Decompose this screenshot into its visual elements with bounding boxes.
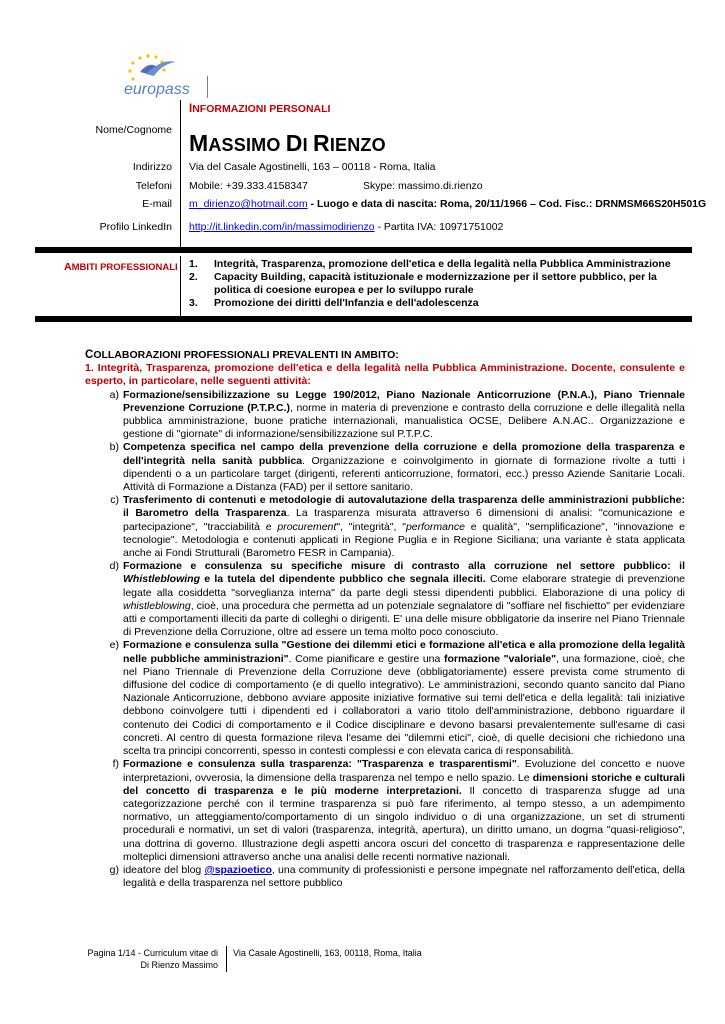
section-title-ambiti: AMBITI PROFESSIONALI — [64, 261, 178, 273]
item-text-part: Formazione e consulenza sulla trasparenza: "Trasparenza e trasparentismi" — [123, 758, 517, 771]
collaboration-item — [85, 864, 685, 890]
item-text — [123, 494, 685, 560]
footer-address: Via Casale Agostinelli, 163, 00118, Roma, Italia — [233, 948, 422, 958]
item-letter: e) — [109, 639, 119, 652]
item-text-part: Come elaborare strategie di prevenzione legate alla cosiddetta "sorveglianza interna" da parte degli stessi dipendenti pubblici. Elaborazione di una policy di — [123, 573, 686, 599]
item-text — [123, 639, 685, 758]
collaborations-subtitle: 1. Integrità, Trasparenza, promozione dell'etica e della legalità nella Pubblica Amministrazione. Docente, consulente e esperto, in particolare, nelle seguenti attività: — [85, 362, 685, 388]
email-link[interactable]: m_dirienzo@hotmail.com — [189, 198, 308, 210]
linkedin-link[interactable]: http://it.linkedin.com/in/massimodirienzo — [189, 221, 375, 233]
linkedin-row — [189, 221, 503, 233]
footer-page-line: Pagina 1/14 - Curriculum vitae di — [87, 948, 218, 958]
item-text-part: Il concetto di trasparenza sfugge ad una categorizzazione perché con il termine trasparenza si può fare riferimento, al tempo stesso, a un adempimento normativo, un atteggiamento/comportamento di un singolo individuo o di una organizzazione, un set di strumenti procedurali e normativi, un set di valori (trasparenza, integrità, apertura), un diritto umano, un dogma "quasi-religioso", una dottrina di governo. Illustrazione degli aspetti ancora oscuri del concetto di trasparenza e rappresentazione delle molteplici dimensioni attraverso anche una analisi delle recenti normative nazionali. — [123, 784, 685, 863]
item-text-part: ", "integrità", " — [336, 520, 406, 533]
header-column-divider — [180, 100, 181, 248]
item-text-part: e la tutela del dipendente pubblico che segnala illeciti. — [200, 573, 486, 586]
collaboration-item — [85, 758, 685, 864]
item-text-part: ideatore del blog — [123, 863, 205, 876]
footer-page-info — [60, 947, 218, 971]
item-text — [123, 441, 685, 494]
item-text-part: e qualità", "semplificazione", "innovazione e tecnologie". Metodologia e contenuti applicati in Regione Puglia e in Regione Siciliana; una variante è stata applicata anche ai Fondi Strutturali (Barometro FESR in Campania). — [123, 520, 685, 560]
name-label: Nome/Cognome — [95, 124, 172, 136]
address-label: Indirizzo — [132, 161, 172, 173]
email-label: E-mail — [142, 198, 172, 210]
ambiti-item: 3. Promozione dei diritti dell'Infanzia e dell'adolescenza — [189, 297, 479, 309]
email-row — [189, 198, 706, 210]
item-text-part: Competenza specifica nel campo della prevenzione della corruzione e della promozione della trasparenza e dell'integrità nella sanità pubblica — [123, 441, 685, 467]
item-text — [123, 560, 685, 639]
collaborations-title: COLLABORAZIONI PROFESSIONALI PREVALENTI IN AMBITO: — [85, 349, 399, 361]
item-text — [123, 864, 685, 890]
ambiti-item: 1. Integrità, Trasparenza, promozione dell'etica e della legalità nella Pubblica Amministrazione — [189, 258, 671, 270]
section-bar-bottom — [35, 316, 692, 322]
ambiti-item: 2. Capacity Building, capacità istituzionale e modernizzazione per il settore pubblico, per la politica di coesione europea e per lo sviluppo rurale — [189, 271, 657, 296]
footer-divider — [226, 946, 227, 972]
item-text-part: , una community di professionisti e persone impegnate nel rafforzamento dell'etica, della legalità e della trasparenza nel settore pubblico — [123, 863, 685, 890]
item-letter: b) — [109, 441, 119, 454]
ambiti-column-divider — [180, 256, 181, 316]
item-text-part: Trasferimento di contenuti e metodologie di autovalutazione della trasparenza delle amministrazioni pubbliche: il Barometro della Trasparenza — [123, 494, 685, 520]
item-text-part: . Come pianificare e gestire una — [288, 652, 444, 665]
collaboration-item — [85, 389, 685, 442]
item-text-part: , norme in materia di prevenzione e contrasto della corruzione e delle illegalità nella pubblica amministrazione, buone pratiche internazionali, manualistica OCSE, Delibere A.N.AC.. Organizzazione e gestione di "giornate" di informazione/sensibilizzazione sul P.T.P.C. — [123, 401, 685, 441]
item-text-part: whistleblowing — [123, 599, 191, 612]
item-letter: g) — [109, 863, 119, 876]
linkedin-label: Profilo LinkedIn — [99, 221, 172, 233]
skype-value: Skype: massimo.di.rienzo — [363, 180, 483, 192]
item-text-part: formazione "valoriale" — [443, 652, 557, 665]
mobile-value: Mobile: +39.333.4158347 — [189, 180, 308, 192]
item-letter: f) — [112, 758, 119, 771]
blog-link[interactable]: @spazioetico — [204, 863, 272, 876]
collaboration-item — [85, 560, 685, 639]
person-name: MASSIMO DI RIENZO — [189, 130, 386, 156]
item-text-part: dimensioni storiche e culturali del concetto di trasparenza e le più moderne interpretazioni. — [123, 771, 685, 797]
collaboration-item — [85, 639, 685, 758]
vat-info: - Partita IVA: 10971751002 — [374, 221, 504, 233]
birth-info: - Luogo e data di nascita: Roma, 20/11/1966 – Cod. Fisc.: DRNMSM66S20H501G — [307, 198, 707, 210]
item-text-part: performance — [405, 520, 465, 533]
item-letter: c) — [110, 494, 119, 507]
item-text-part: . La trasparenza misurata attraverso 6 dimensioni di analisi: "comunicazione e partecipazione", "tracciabilità e — [123, 507, 685, 533]
item-letter: a) — [109, 388, 119, 401]
item-text — [123, 758, 685, 864]
item-text-part: , una formazione, cioè, che nel Piano Triennale di Prevenzione della Corruzione deve (obbligatoriamente) essere prevista come strumento di diffusione del codice di comportamento (e di quello integrativo). Le amministrazioni, secondo quanto sancito dal Piano Nazionale Anticorruzione, debbono avviare apposite iniziative formative sui temi dell'etica e della legalità: tali iniziative debbono coinvolgere tutti i dipendenti ed i collaboratori a vario titolo dell'amministrazione, debbono riguardare il contenuto dei Codici di comportamento e il Codice disciplinare e devono basarsi prevalentemente sull'esame di casi concreti. Al centro di questa formazione rileva l'esame dei "dilemmi etici", cioè, di quelle decisioni che richiedono una scelta tra principi concorrenti, spesso in contesti complessi e con elevata carica di responsabilità. — [123, 652, 685, 758]
item-text-part: . Evoluzione del concetto e nuove interpretazioni, ovverosia, la dimensione della trasparenza nel tempo e nello spazio. Le — [123, 758, 685, 784]
ambiti-list — [189, 258, 694, 310]
item-text-part: Formazione e consulenza sulla "Gestione dei dilemmi etici e formazione all'etica e alla promozione della legalità nelle pubbliche amministrazioni" — [123, 639, 685, 665]
item-text-part: Formazione/sensibilizzazione su Legge 190/2012, Piano Nazionale Anticorruzione (P.N.A.), Piano Triennale Prevenzione Corruzione (P.T.P.C.) — [123, 388, 685, 414]
item-text-part: , cioè, una procedura che permetta ad un potenziale segnalatore di "soffiare nel fischietto" per evidenziare atti e comportamenti illeciti da parte di colleghi o dirigenti. E' una delle misure obbligatorie da inserire nel Piano Triennale di Prevenzione della Corruzione, oltre ad essere un tema molto poco conosciuto. — [123, 599, 685, 639]
item-letter: d) — [109, 560, 119, 573]
item-text — [123, 389, 685, 442]
collaboration-item — [85, 441, 685, 494]
address-value: Via del Casale Agostinelli, 163 – 00118 - Roma, Italia — [189, 161, 436, 173]
item-text-part: procurement — [277, 520, 337, 533]
europass-logo — [118, 52, 208, 102]
collaboration-item — [85, 494, 685, 560]
footer-name-line: Di Rienzo Massimo — [140, 960, 218, 970]
svg-text:europass: europass — [124, 81, 190, 98]
item-text-part: Whistleblowing — [123, 573, 200, 586]
section-title-personal-info: INFORMAZIONI PERSONALI — [189, 103, 331, 115]
phone-label: Telefoni — [135, 180, 172, 192]
collaborations-section — [85, 349, 685, 890]
logo-divider — [207, 76, 208, 98]
item-text-part: Formazione e consulenza su specifiche misure di contrasto alla corruzione nel settore pubblico: il — [123, 560, 685, 573]
collaborations-list — [85, 389, 685, 891]
item-text-part: . Organizzazione e coinvolgimento in giornate di formazione rivolte a tutti i dipendenti o a un particolare target (dirigenti, referenti anticorruzione, formatori, ecc.) presso Aziende Sanitarie Locali. Attività di Formazione a Distanza (FAD) per il settore sanitario. — [123, 454, 685, 494]
section-bar-top — [35, 247, 692, 253]
